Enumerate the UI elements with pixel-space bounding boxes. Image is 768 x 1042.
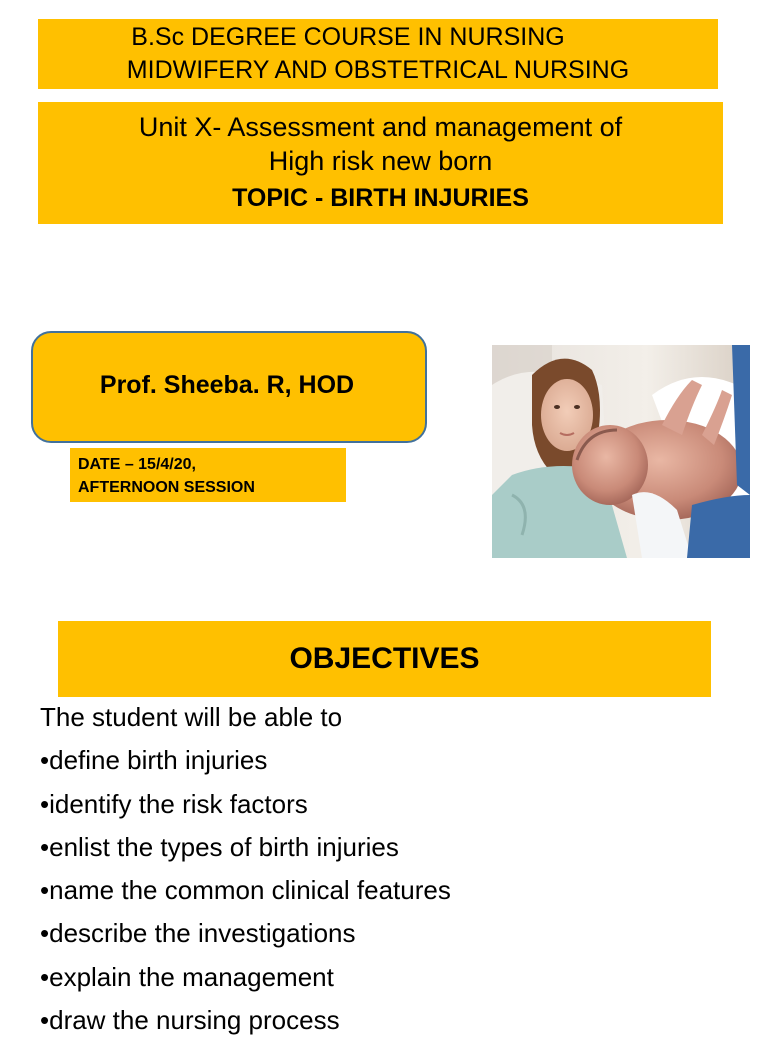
list-item: •define birth injuries [40,745,268,776]
list-item: •describe the investigations [40,918,356,949]
objectives-heading: OBJECTIVES [289,642,480,675]
list-item: •explain the management [40,961,334,992]
session-date-box [70,448,346,502]
session-date: DATE – 15/4/20, [78,456,196,473]
objectives-list [40,696,760,1042]
mother-newborn-photo [492,345,750,558]
unit-title-banner [38,102,723,224]
list-item: •draw the nursing process [40,1005,340,1036]
unit-title-line1: Unit X- Assessment and management of [138,112,623,142]
session-time: AFTERNOON SESSION [78,479,255,496]
list-item: •name the common clinical features [40,875,451,906]
topic-title: TOPIC - BIRTH INJURIES [232,184,529,212]
course-title-line1: B.Sc DEGREE COURSE IN NURSING [131,23,565,51]
unit-title-line2: High risk new born [268,146,493,176]
list-item: •enlist the types of birth injuries [40,831,399,862]
objectives-intro: The student will be able to [40,702,343,732]
course-title-line2: MIDWIFERY AND OBSTETRICAL NURSING [126,56,630,84]
objectives-heading-banner [58,621,711,697]
course-title-banner [38,19,718,89]
list-item: •identify the risk factors [40,788,308,819]
presenter-name: Prof. Sheeba. R, HOD [99,370,355,399]
presenter-box [31,331,427,443]
mother-newborn-illustration [492,345,750,558]
